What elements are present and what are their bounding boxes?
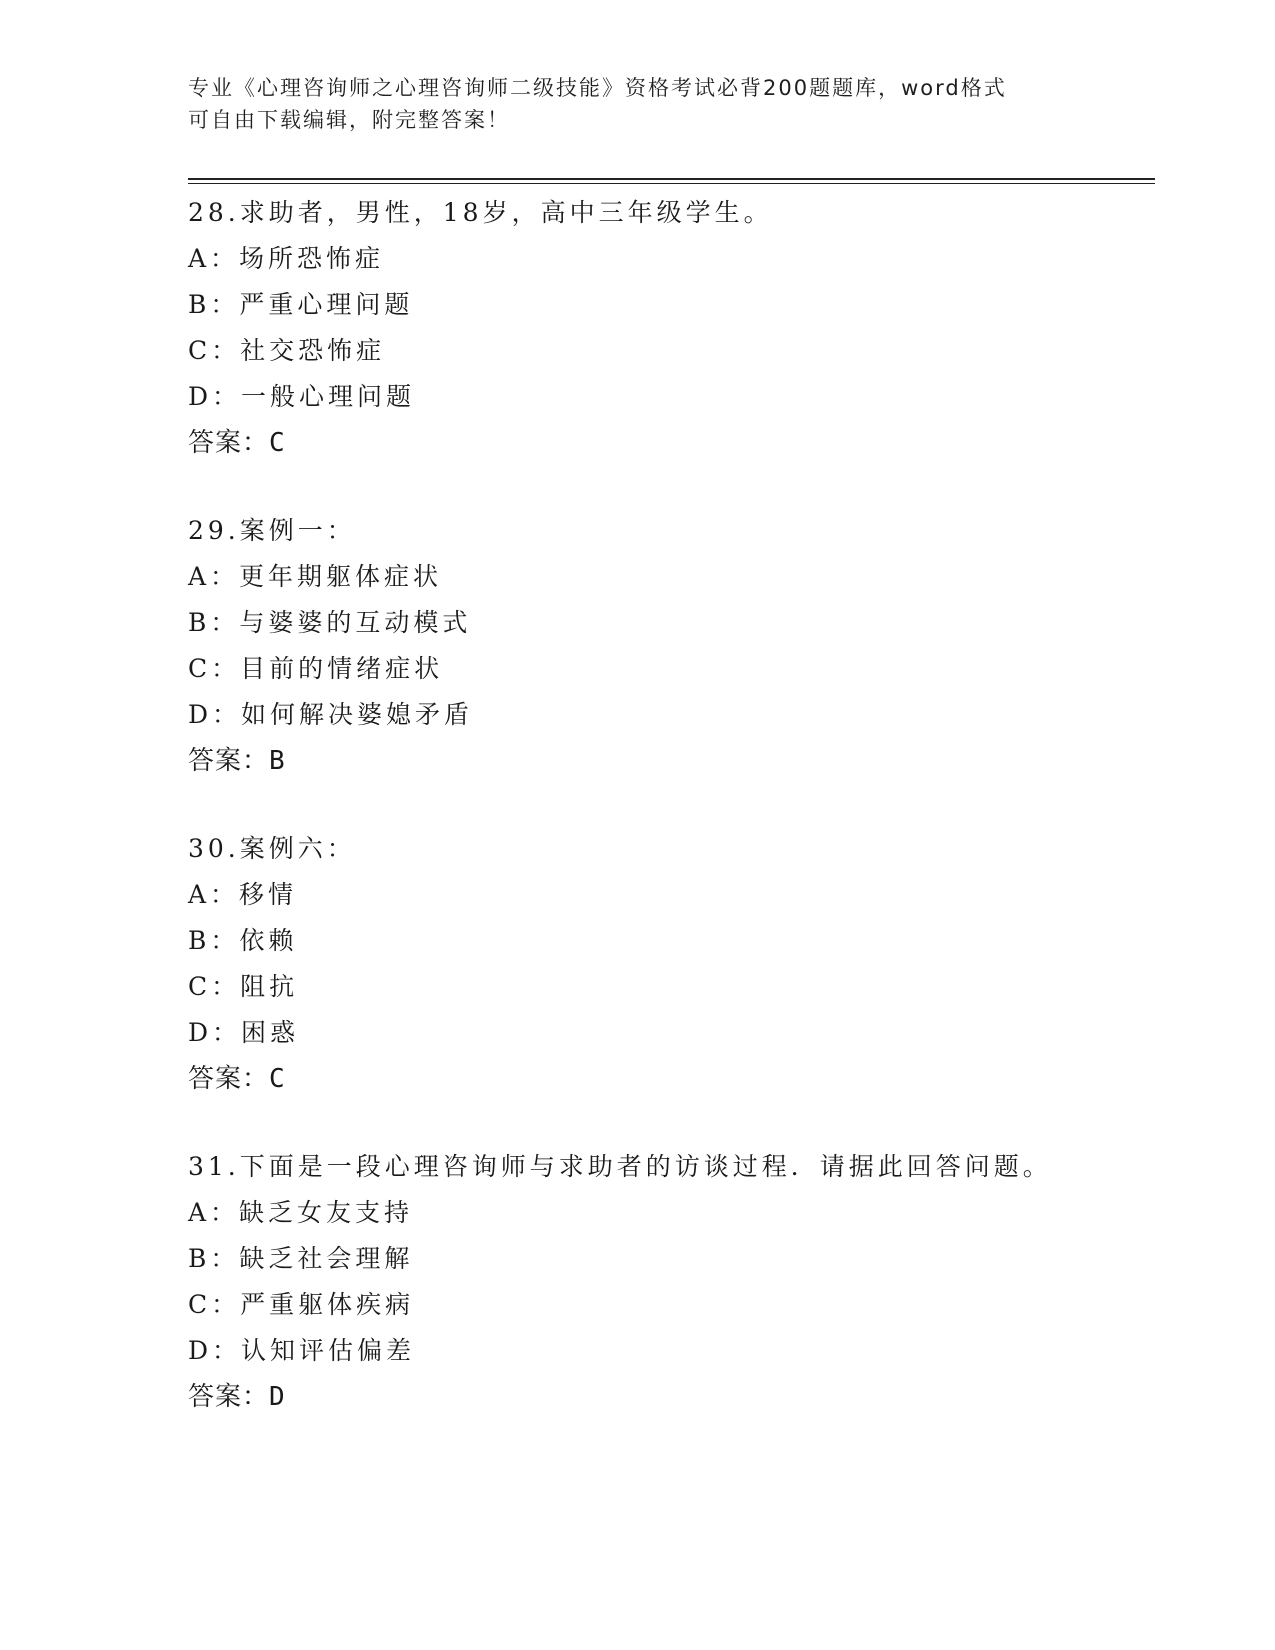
question-stem: 31.下面是一段心理咨询师与求助者的访谈过程．请据此回答问题。 [188,1152,1052,1181]
option-c: C：严重躯体疾病 [188,1290,415,1319]
document-header [188,72,1088,136]
answer-label: 答案： [188,746,270,776]
answer [188,420,1148,466]
header-divider-thick [188,178,1155,180]
option-b: B：依赖 [188,926,298,955]
answer-label: 答案： [188,428,270,458]
question-31 [188,1144,1148,1420]
question-28 [188,190,1148,466]
option-d: D：如何解决婆媳矛盾 [188,700,474,729]
answer [188,1056,1148,1102]
question-30 [188,826,1148,1102]
answer [188,738,1148,784]
option-d: D：困惑 [188,1018,300,1047]
question-29 [188,508,1148,784]
option-b: B：严重心理问题 [188,290,414,319]
question-stem: 28.求助者，男性，18岁，高中三年级学生。 [188,198,773,227]
answer-value: C [269,428,286,458]
question-stem: 30.案例六： [188,834,356,863]
answer-value: D [269,1382,286,1412]
answer-label: 答案： [188,1382,270,1412]
option-d: D：一般心理问题 [188,382,416,411]
option-c: C：阻抗 [188,972,299,1001]
answer [188,1374,1148,1420]
answer-value: B [269,746,286,776]
option-a: A：移情 [188,880,298,909]
option-c: C：社交恐怖症 [188,336,386,365]
header-line-1: 专业《心理咨询师之心理咨询师二级技能》资格考试必背200题题库，word格式 [188,76,1007,100]
answer-label: 答案： [188,1064,270,1094]
header-line-2: 可自由下载编辑，附完整答案！ [188,108,510,132]
option-a: A：场所恐怖症 [188,244,385,273]
option-b: B：缺乏社会理解 [188,1244,414,1273]
option-b: B：与婆婆的互动模式 [188,608,472,637]
question-list [188,190,1148,1462]
option-c: C：目前的情绪症状 [188,654,444,683]
header-divider-thin [188,183,1155,184]
option-a: A：缺乏女友支持 [188,1198,414,1227]
option-d: D：认知评估偏差 [188,1336,416,1365]
question-stem: 29.案例一： [188,516,356,545]
answer-value: C [269,1064,286,1094]
option-a: A：更年期躯体症状 [188,562,443,591]
